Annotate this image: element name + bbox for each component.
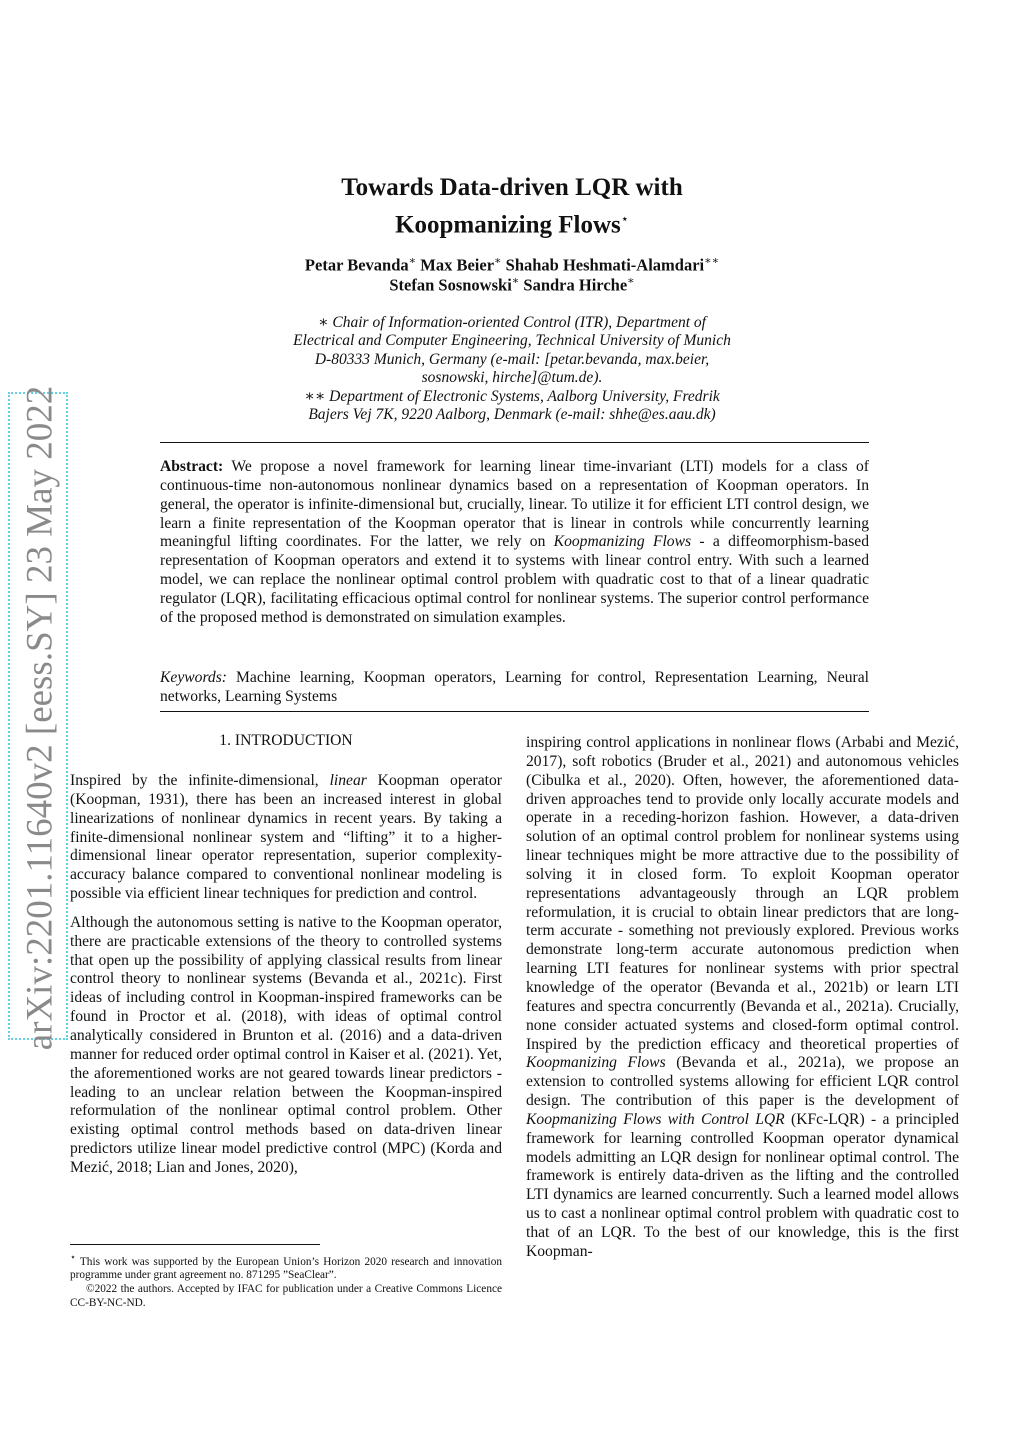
author-mark: ∗ [494, 255, 502, 267]
intro-paragraph-1 [70, 772, 502, 904]
author-row-1 [0, 254, 1024, 276]
keywords-text: Machine learning, Koopman operators, Learning for control, Representation Learning, Neural networks, Learning Systems [160, 669, 869, 705]
abstract-bottom-rule [160, 711, 869, 712]
paragraph-text: Inspired by the infinite-dimensional, [70, 772, 330, 789]
title-line-1: Towards Data-driven LQR with [341, 174, 683, 201]
abstract [160, 458, 869, 628]
abstract-label: Abstract: [160, 458, 224, 475]
author-name: Sandra Hirche [523, 275, 628, 295]
author-mark: ∗ [511, 275, 520, 287]
right-column [526, 734, 959, 1262]
paper-title [0, 172, 1024, 240]
paragraph-text: (KFc-LQR) - a principled framework for learning controlled Koopman operator dynamical models admitting an LQR design for nonlinear optimal control. The framework is entirely data-driven as the lifting and the controlled LTI dynamics are learned concurrently. Such a learned model allows us to cast a nonlinear optimal control problem with quadratic cost to that of an LQR. To the best of our knowledge, this is the first Koopman- [526, 1110, 959, 1260]
author-mark: ∗∗ [704, 255, 720, 267]
title-footnote-mark: ⋆ [620, 211, 629, 226]
abstract-top-rule [160, 442, 869, 443]
affiliation-line: D-80333 Munich, Germany (e-mail: [petar.bevanda, max.beier, [314, 350, 710, 368]
author-name: Stefan Sosnowski [389, 275, 512, 295]
abstract-text: - a diffeomorphism-based representation of Koopman operators and extend it to systems with linear control entry. With such a learned model, we can replace the nonlinear optimal control problem with quadratic cost to that of a linear quadratic regulator (LQR), facilitating efficacious optimal control for nonlinear systems. The superior control performance of the proposed method is demonstrated on simulation examples. [160, 533, 869, 626]
affiliation-line: Bajers Vej 7K, 9220 Aalborg, Denmark (e-mail: shhe@es.aau.dk) [308, 406, 716, 424]
footnotes [70, 1252, 502, 1310]
author-mark: ∗ [408, 255, 417, 267]
copyright-footnote: ©2022 the authors. Accepted by IFAC for publication under a Creative Commons Licence CC-BY-NC-ND. [70, 1282, 502, 1309]
intro-paragraph-2: Although the autonomous setting is native to the Koopman operator, there are practicable extensions of the theory to controlled systems that open up the possibility of applying classical results from linear control theory to nonlinear systems (Bevanda et al., 2021c). First ideas of including control in Koopman-inspired frameworks can be found in Proctor et al. (2018), with ideas of optimal control analytically considered in Brunton et al. (2016) and a data-driven manner for reduced order optimal control in Kaiser et al. (2021). Yet, the aforementioned works are not geared towards linear predictors - leading to an unclear relation between the Koopman-inspired reformulation of the nonlinear optimal control problem. Other existing optimal control methods based on data-driven linear predictors utilize linear model predictive control (MPC) (Korda and Mezić, 2018; Lian and Jones, 2020), [70, 913, 502, 1176]
paragraph-emphasis: Koopmanizing Flows [526, 1054, 666, 1072]
paragraph-text: (Bevanda et al., 2021a), we propose an extension to controlled systems allowing for efficient LQR control design. The contribution of this paper is the development of [526, 1054, 960, 1110]
affiliation-line: sosnowski, hirche]@tum.de). [421, 369, 603, 387]
author-name: Max Beier [420, 255, 495, 275]
paragraph-text: Koopman operator (Koopman, 1931), there has been an increased interest in global linearizations of nonlinear dynamics in recent years. By taking a finite-dimensional nonlinear system and “lifting” it to a higher-dimensional linear operator representation, superior complexity-accuracy balance compared to conventional nonlinear modeling is possible via efficient linear techniques for prediction and control. [70, 772, 502, 903]
footnote-text: This work was supported by the European Union’s Horizon 2020 research and innovation programme under grant agreement no. 871295 ”SeaClear”. [70, 1255, 502, 1282]
arxiv-identifier: arXiv:2201.11640v2 [eess.SY] 23 May 2022 [19, 385, 61, 1051]
left-column [70, 772, 502, 1178]
keywords-label: Keywords: [160, 669, 227, 686]
keywords [160, 669, 869, 707]
paragraph-emphasis: linear [329, 772, 367, 789]
author-mark: ∗ [627, 275, 635, 287]
affiliation-line: ∗ Chair of Information-oriented Control (ITR), Department of [318, 314, 706, 331]
paragraph-text: inspiring control applications in nonlinear flows (Arbabi and Mezić, 2017), soft robotics (Bruder et al., 2021) and autonomous vehicles (Cibulka et al., 2020). Often, however, the aforementioned data-driven approaches tend to provide only locally accurate models and operate in a receding-horizon fashion. However, a data-driven solution of an optimal control problem for nonlinear systems using linear techniques might be more attractive due to the possibility of solving it in closed form. To exploit Koopman operator representations advantageously through an LQR problem reformulation, it is crucial to obtain linear predictors that are long-term accurate - something not previously explored. Previous works demonstrate long-term accurate autonomous prediction when learning LTI features for nonlinear systems with prior spectral knowledge of the operator (Bevanda et al., 2021b) or learn LTI features and spectra concurrently (Bevanda et al., 2021a). Crucially, none consider actuated systems and closed-form optimal control. Inspired by the prediction efficacy and theoretical properties of [526, 734, 959, 1053]
affiliations [230, 314, 794, 424]
author-name: Shahab Heshmati-Alamdari [505, 255, 705, 275]
arxiv-stamp [8, 385, 68, 1051]
affiliation-line: Electrical and Computer Engineering, Technical University of Munich [293, 332, 731, 350]
abstract-text: We propose a novel framework for learning linear time-invariant (LTI) models for a class of continuous-time non-autonomous nonlinear dynamics based on a representation of Koopman operators. In general, the operator is infinite-dimensional but, crucially, linear. To utilize it for efficient LTI control design, we learn a finite representation of the Koopman operator that is linear in controls while concurrently learning meaningful lifting coordinates. For the latter, we rely on [160, 458, 869, 551]
author-row-2 [0, 274, 1024, 296]
title-line-2: Koopmanizing Flows [395, 211, 621, 239]
author-name: Petar Bevanda [304, 255, 409, 275]
footnote-rule [70, 1244, 320, 1245]
section-heading: 1. INTRODUCTION [219, 732, 353, 749]
paragraph-emphasis: Koopmanizing Flows with Control LQR [526, 1110, 785, 1128]
affiliation-line: ∗∗ Department of Electronic Systems, Aalborg University, Fredrik [304, 387, 720, 405]
abstract-emphasis: Koopmanizing Flows [553, 533, 692, 551]
footnote-mark: ⋆ [70, 1253, 76, 1263]
funding-footnote [70, 1252, 502, 1283]
